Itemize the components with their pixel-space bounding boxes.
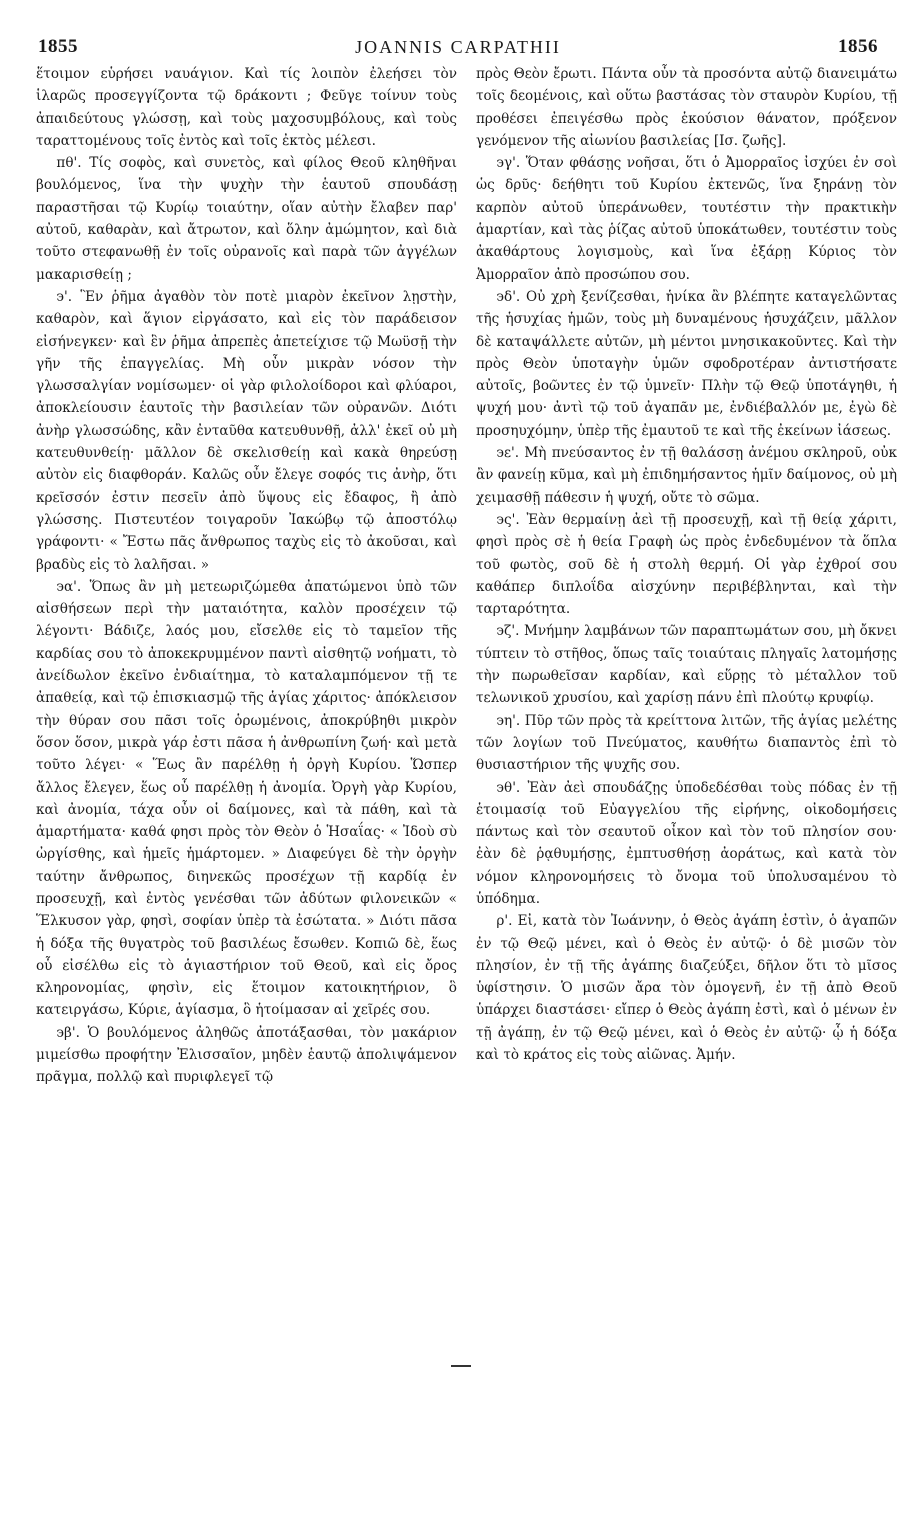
right-column (476, 63, 897, 1066)
section-number: ϶ε'. (496, 445, 520, 462)
section-number: ϶θ'. (496, 779, 521, 796)
paragraph (476, 777, 897, 911)
paragraph-text: Μὴ πνεύσαντος ἐν τῇ θαλάσσῃ ἀνέμου σκληροῦ, οὐκ ἂν φανείῃ κῦμα, καὶ μὴ ἐπιδημήσαντος ἡμῖν δαίμονος, οὐ μὴ χειμασθῇ πάθεσιν ἡ ψυχή, οὔτε τὸ σῶμα. (476, 445, 897, 506)
paragraph-text: Ἐὰν ἀεὶ σπουδάζῃς ὑποδεδέσθαι τοὺς πόδας ἐν τῇ ἑτοιμασίᾳ τοῦ Εὐαγγελίου τῆς εἰρήνης, οἰκοδομήσεις πάντως καὶ τὸν σεαυτοῦ οἶκον καὶ τὸν τοῦ πλησίον σου· ἐὰν δὲ ῥᾳθυμήσῃς, ἐμπτυσθήσῃ ἀοράτως, καὶ κατὰ τὸν νόμον κληρονομήσεις τὸ ὄνομα τοῦ ὑπολυσαμένου τὸ ὑπόδημα. (476, 779, 897, 907)
paragraph-text: πρὸς Θεὸν ἔρωτι. Πάντα οὖν τὰ προσόντα αὐτῷ διανειμάτω τοῖς δεομένοις, καὶ οὕτω βαστάσας τὸν σταυρὸν Κυρίου, τῇ προθέσει ἐπειγέσθω πρὸς ἑκούσιον θάνατον, πρόξενον γενόμενον τῆς αἰωνίου βασιλείας [Ισ. ζωῆς]. (476, 66, 897, 149)
running-title: JOANNIS CARPATHII (355, 36, 561, 57)
paragraph-text: Ὅπως ἂν μὴ μετεωριζώμεθα ἀπατώμενοι ὑπὸ τῶν αἰσθήσεων περὶ τὴν ματαιότητα, καλὸν προσέχειν τῷ λέγοντι· Βάδιζε, λαός μου, εἴσελθε εἰς τὸ ταμεῖον τῆς καρδίας σου τὸ ἀποκεκρυμμένον παντὶ αἰσθητῷ νοήματι, τὸ ἀνείδωλον ἐκεῖνο ἐνδιαίτημα, τὸ καταλαμπόμενον τῇ τε ἀπαθείᾳ, καὶ τῷ ἐπισκιασμῷ τῆς ἁγίας χάριτος· ἀπόκλεισον τὴν θύραν σου πᾶσι τοῖς ὁρωμένοις, ἀποκρύβηθι μικρὸν ὅσον ὅσον, μικρὰ γάρ ἐστι πᾶσα ἡ ἀνθρωπίνη ζωή· καὶ μετὰ τοῦτο λέγει· « Ἕως ἂν παρέλθῃ ἡ ὀργὴ Κυρίου. Ὥσπερ ἄλλος ἔλεγεν, ἕως οὗ παρέλθῃ ἡ ἀνομία. Ὀργὴ γὰρ Κυρίου, καὶ ἀνομία, τάχα οὖν οἱ δαίμονες, καὶ τὰ πάθη, καὶ τὰ ἁμαρτήματα· καθά φησι πρὸς τὸν Θεὸν ὁ Ἡσαΐας· « Ἰδοὺ σὺ ὠργίσθης, καὶ ἡμεῖς ἡμάρτομεν. » Διαφεύγει δὲ τὴν ὀργὴν ταύτην ἄνθρωπος, διηνεκῶς προσέχων τῇ καρδίᾳ ἐν προσευχῇ, καὶ ἐντὸς γενέσθαι τῶν ἀδύτων φιλονεικῶν « Ἕλκυσον γὰρ, φησὶ, σοφίαν ὑπὲρ τὰ ἐσώτατα. » Διότι πᾶσα ἡ δόξα τῆς θυγατρὸς τοῦ βασιλέως ἔσωθεν. Κοπιῶ δὲ, ἕως οὗ εἰσέλθω εἰς τὸ ἁγιαστήριον τοῦ Θεοῦ, καὶ εἰς ὄρος κληρονομίας, φησὶν, εἰς ἕτοιμον κατοικητήριον, ὃ κατειργάσω, Κύριε, ἁγίασμα, ὃ ἡτοίμασαν αἱ χεῖρές σου. (36, 578, 457, 1019)
paragraph-text: Πῦρ τῶν πρὸς τὰ κρείττονα λιτῶν, τῆς ἁγίας μελέτης τῶν λογίων τοῦ Πνεύματος, καυθήτω διαπαντὸς ἐπὶ τὸ θυσιαστήριον τῆς ψυχῆς σου. (476, 712, 897, 774)
section-number: πθ'. (56, 155, 82, 172)
section-number: ϶γ'. (496, 155, 521, 172)
paragraph (476, 509, 897, 620)
paragraph-text: Τίς σοφὸς, καὶ συνετὸς, καὶ φίλος Θεοῦ κληθῆναι βουλόμενος, ἵνα τὴν ψυχὴν τὴν ἑαυτοῦ σπουδάσῃ παραστῆσαι τῷ Κυρίῳ τοιαύτην, οἵαν αὐτὴν ἔλαβεν παρ' αὐτοῦ, καθαρὰν, καὶ ἄτρωτον, καὶ ὅλην ἀμώμητον, καὶ διὰ τοῦτο στεφανωθῇ ἐν τοῖς οὐρανοῖς καὶ παρὰ τῶν ἀγγέλων μακαρισθείῃ ; (36, 155, 457, 283)
paragraph-text: Ὁ βουλόμενος ἀληθῶς ἀποτάξασθαι, τὸν μακάριον μιμείσθω προφήτην Ἐλισσαῖον, μηδὲν ἑαυτῷ ἀπολιψάμενον πρᾶγμα, πολλῷ καὶ πυριφλεγεῖ τῷ (36, 1024, 458, 1086)
page-header (38, 30, 878, 64)
section-number: ρ'. (496, 913, 513, 930)
paragraph (476, 710, 897, 777)
section-number: ϶ς'. (496, 511, 520, 528)
paragraph-text: Εἰ, κατὰ τὸν Ἰωάννην, ὁ Θεὸς ἀγάπη ἐστὶν, ὁ ἀγαπῶν ἐν τῷ Θεῷ μένει, καὶ ὁ Θεὸς ἐν αὐτῷ· ὁ δὲ μισῶν τὸν πλησίον, ἐν τῇ τῆς ἀγάπης διαζεύξει, δῆλον ὅτι τὸ μῖσος ὑφίστησιν. Ὁ μισῶν ἄρα τὸν ὁμογενῆ, ἐν τῇ ἀπὸ Θεοῦ ὑπάρχει διαστάσει· εἴπερ ὁ Θεὸς ἀγάπη ἐστὶ, καὶ ὁ μένων ἐν τῇ ἀγάπῃ, ἐν τῷ Θεῷ μένει, καὶ ὁ Θεὸς ἐν αὐτῷ· ᾧ ἡ δόξα καὶ τὸ κράτος εἰς τοὺς αἰῶνας. Ἀμήν. (476, 913, 897, 1064)
paragraph (36, 576, 457, 1022)
paragraph (36, 1022, 457, 1089)
left-page-number: 1855 (38, 36, 78, 57)
paragraph (36, 63, 457, 152)
paragraph (36, 152, 457, 286)
section-number: ϶'. (56, 288, 73, 305)
paragraph (36, 286, 457, 576)
paragraph-text: Ἓν ῥῆμα ἀγαθὸν τὸν ποτὲ μιαρὸν ἐκεῖνον λῃστὴν, καθαρὸν, καὶ ἅγιον εἰργάσατο, καὶ εἰς τὸν παράδεισον εἰσήνεγκεν· καὶ ἓν ῥῆμα ἀπρεπὲς ἀπετείχισε τῷ Μωϋσῇ τὴν γῆν τῆς ἐπαγγελίας. Μὴ οὖν μικρὰν νόσον τὴν γλωσσαλγίαν νομίσωμεν· οἱ γὰρ φιλολοίδοροι καὶ φλύαροι, ἀποκλείουσιν ἑαυτοῖς τὴν βασιλείαν τῶν οὐρανῶν. Διότι ἀνὴρ γλωσσώδης, κἂν ἐνταῦθα κατευθυνθῇ, ἀλλ' ἐκεῖ οὐ μὴ κατευθυνθείῃ· μᾶλλον δὲ σκελισθείῃ καὶ κακὰ θηρεύσῃ αὐτὸν εἰς διαφθοράν. Καλῶς οὖν ἔλεγε σοφός τις ἀνὴρ, ὅτι κρεῖσσόν ἐστιν πεσεῖν ἀπὸ ὕψους εἰς ἔδαφος, ἢ ἀπὸ γλώσσης. Πιστευτέον τοιγαροῦν Ἰακώβῳ τῷ ἀποστόλῳ γράφοντι· « Ἔστω πᾶς ἄνθρωπος ταχὺς εἰς τὸ ἀκοῦσαι, καὶ βραδὺς εἰς τὸ λαλῆσαι. » (36, 288, 458, 573)
paragraph-text: Οὐ χρὴ ξενίζεσθαι, ἡνίκα ἂν βλέπητε καταγελῶντας τῆς ἡσυχίας ἡμῶν, τοὺς μὴ δυναμένους ἡσυχάζειν, μᾶλλον δὲ καταψάλλετε αὐτῶν, μὴ μέντοι μνησικακοῦντες. Καὶ τὴν πρὸς Θεὸν ὑποταγὴν ὑμῶν σφοδροτέραν ἀντιστήσατε αὐτοῖς, βοῶντες ἐν τῷ ὑμνεῖν· Πλὴν τῷ Θεῷ ὑποτάγηθι, ἡ ψυχή μου· ἀντὶ τῷ τοῦ ἀγαπᾶν με, ἐνδιέβαλλόν με, ἐγὼ δὲ προσηυχόμην, ὑπὲρ τῆς ἐμαυτοῦ τε καὶ τῆς ἐκείνων ἰάσεως. (476, 288, 897, 439)
paragraph (476, 620, 897, 709)
paragraph (476, 152, 897, 286)
paragraph-text: ἕτοιμον εὑρήσει ναυάγιον. Καὶ τίς λοιπὸν ἐλεήσει τὸν ἱλαρῶς προσεγγίζοντα τῷ δράκοντι ; Φεῦγε τοίνυν τοὺς ἀπαιδεύτους γλώσσῃ, καὶ τοὺς μαχοσυμβόλους, καὶ τοὺς ταραττομένους τοῖς ἐντὸς καὶ τοῖς ἐκτὸς μέλεσι. (36, 66, 457, 149)
section-number: ϶δ'. (496, 288, 521, 305)
paragraph-text: Ὅταν φθάσῃς νοῆσαι, ὅτι ὁ Ἀμορραῖος ἰσχύει ἐν σοὶ ὡς δρῦς· δεήθητι τοῦ Κυρίου ἐκτενῶς, ἵνα ξηράνῃ τὸν καρπὸν αὐτοῦ ὑπεράνωθεν, τουτέστιν τὴν πρακτικὴν ἁμαρτίαν, καὶ τὰς ῥίζας αὐτοῦ ὑποκάτωθεν, τουτέστιν τοὺς ἀκαθάρτους λογισμοὺς, καὶ ἵνα ἐξάρῃ Κύριος τὸν Ἀμορραῖον ἀπὸ προσώπου σου. (476, 155, 898, 283)
paragraph-text: Μνήμην λαμβάνων τῶν παραπτωμάτων σου, μὴ ὄκνει τύπτειν τὸ στῆθος, ὅπως ταῖς τοιαύταις πληγαῖς λατομήσῃς τὴν πωρωθεῖσαν καρδίαν, καὶ εὕρῃς τὸ μέταλλον τοῦ τελωνικοῦ χρυσίου, καὶ χαρίσῃ πάνυ ἐπὶ πλούτῳ κρυφίῳ. (476, 623, 897, 707)
paragraph (476, 442, 897, 509)
left-column (36, 63, 457, 1089)
paragraph (476, 63, 897, 152)
paragraph (476, 286, 897, 442)
section-number: ϶α'. (56, 578, 82, 595)
end-rule (451, 1365, 471, 1367)
paragraph (476, 910, 897, 1066)
section-number: ϶ζ'. (496, 623, 520, 640)
section-number: ϶η'. (496, 712, 521, 729)
right-page-number: 1856 (838, 36, 878, 57)
section-number: ϶β'. (56, 1024, 80, 1041)
paragraph-text: Ἐὰν θερμαίνῃ ἀεὶ τῇ προσευχῇ, καὶ τῇ θείᾳ χάριτι, φησὶ πρὸς σὲ ἡ θεία Γραφὴ ὡς πρὸς ἐνδεδυμένον τὰ ὅπλα τοῦ φωτὸς, σοῦ δὲ ἡ στολὴ θερμή. Οἱ γὰρ ἐχθροί σου καθάπερ διπλοΐδα αἰσχύνην περιβέβληνται, καὶ τὴν ταρταρότητα. (476, 511, 897, 618)
